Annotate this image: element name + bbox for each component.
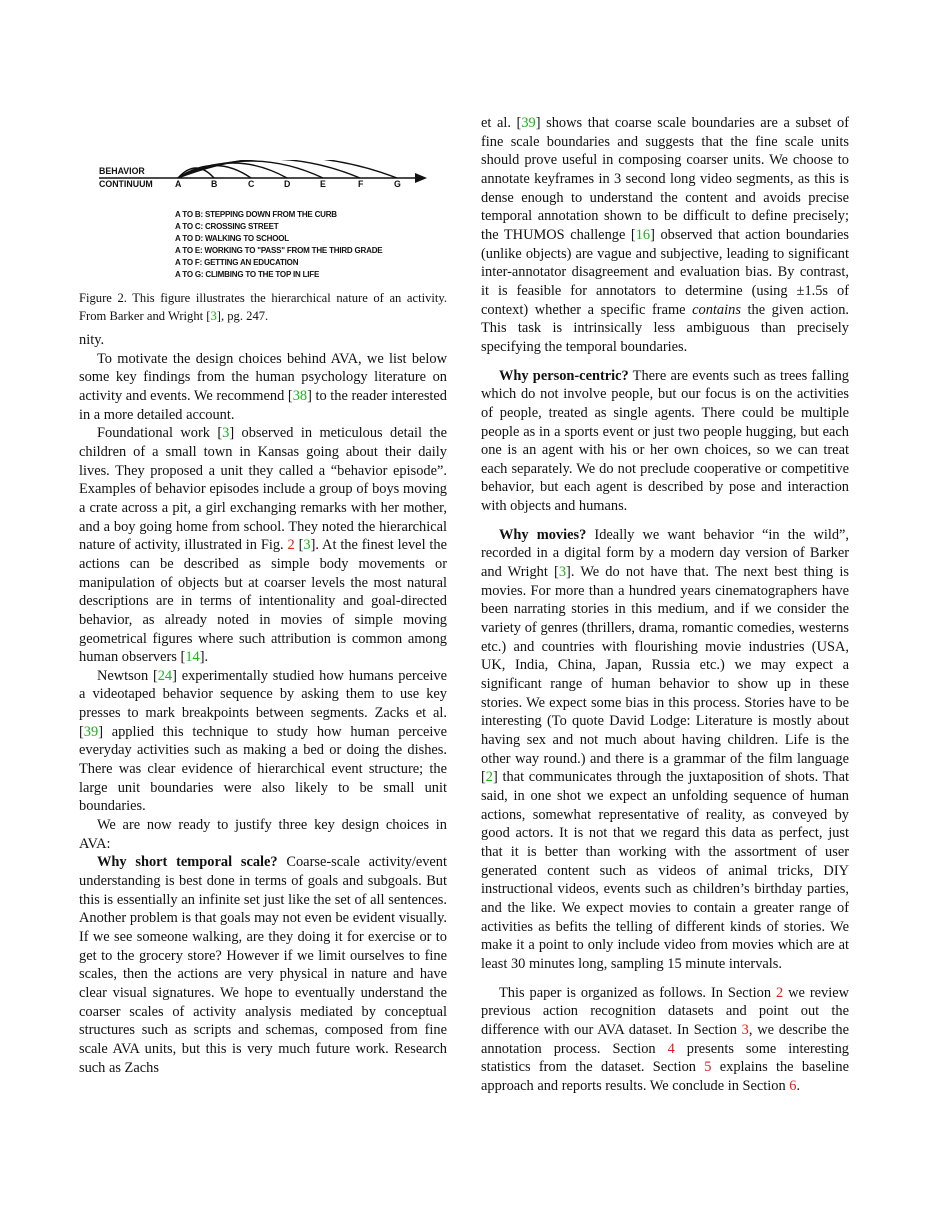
legend-item: A TO C: CROSSING STREET <box>175 222 279 231</box>
legend-item: A TO D: WALKING TO SCHOOL <box>175 234 289 243</box>
legend-item: A TO B: STEPPING DOWN FROM THE CURB <box>175 210 337 219</box>
axis-arrowhead <box>415 173 427 183</box>
paragraph: et al. [39] shows that coarse scale boundaries are a subset of fine scale boundaries and suggests that the fine scale units should prove useful in composing coarser units. We choose to annotate keyframes in 3 second long video segments, as this is dense enough to understand the content and avoids precise temporal annotation shown to be difficult to define precisely; the THUMOS challenge [16] observed that action boundaries (unlike objects) are vague and subjective, leading to significant inter-annotator disagreement and evaluation bias. By contrast, it is feasible for annotators to determine (using ±1.5s of context) whether a specific frame contains the given action. This task is intrinsically less ambiguous than precisely specifying the temporal boundaries. <box>481 115 850 355</box>
citation-link[interactable]: 3 <box>222 425 230 442</box>
paragraph: This paper is organized as follows. In Section 2 we review previous action recognition datasets and point out the difference with our AVA dataset. In Section 3, we describe the annotation process. Section 4 presents some interesting statistics from the dataset. Section 5 explains the baseline approach and reports results. We conclude in Section 6. <box>481 984 850 1094</box>
citation-link[interactable]: 3 <box>303 537 311 554</box>
point-label: F <box>358 179 364 189</box>
section-ref-link[interactable]: 5 <box>704 1059 712 1076</box>
figure-ref-link[interactable]: 2 <box>287 537 295 554</box>
legend-item: A TO E: WORKING TO "PASS" FROM THE THIRD GRADE <box>175 246 383 255</box>
section-ref-link[interactable]: 3 <box>741 1021 749 1038</box>
section-ref-link[interactable]: 2 <box>775 984 784 1001</box>
behavior-continuum-diagram <box>79 160 447 290</box>
paragraph: Why movies? Ideally we want behavior “in the wild”, recorded in a digital form by a modern day version of Barker and Wright [3]. We do not have that. The next best thing is movies. For more than a hundred years cinematographers have been narrating stories in this medium, and if we consider the variety of genres (thrillers, drama, romantic comedies, westerns etc.) and countries with flourishing movie industries (USA, UK, India, China, Japan, Russia etc.) we may expect a significant range of human behavior to show up in these stories. We expect some bias in this process. Stories have to be interesting (To quote David Lodge: Literature is mostly about having sex and not much about having children. Life is the other way round.) and there is a grammar of the film language [2] that communicates through the juxtaposition of shots. That said, in one shot we expect an unfolding sequence of human actions, somewhat representative of reality, as conveyed by good actors. It is not that we regard this data as perfect, just that it is better than working with the assortment of user generated content such as videos of animal tricks, DIY instructional videos, events such as children’s birthday parties, and the like. We expect movies to contain a greater range of activities as befits the telling of different kinds of stories. We make it a point to only include video from movies which are at least 30 minutes long, sampling 15 minute intervals. <box>481 526 850 972</box>
citation-link[interactable]: 3 <box>558 564 567 581</box>
right-column <box>481 114 849 1095</box>
point-label: E <box>320 179 326 189</box>
point-label: C <box>248 179 255 189</box>
point-label: B <box>211 179 218 189</box>
citation-link[interactable]: 39 <box>83 723 99 740</box>
axis-label-behavior: BEHAVIOR <box>99 166 145 176</box>
paragraph: Foundational work [3] observed in meticulous detail the children of a small town in Kansas going about their daily lives. They proposed a unit they called a “behavior episode”. Examples of behavior episodes include a group of boys moving a crate across a pit, a girl exchanging remarks with her mother, and a boy going home from school. They noted the hierarchical nature of activity, illustrated in Fig. 2 [3]. At the finest level the actions can be described as simple body movements or manipulation of objects but at coarser levels the most natural descriptions are in terms of intentionality and goal-directed behavior, as already noted in movies of simple moving geometrical figures where such attribution is common among human observers [14]. <box>79 425 448 666</box>
axis-label-continuum: CONTINUUM <box>99 179 153 189</box>
paragraph: Why short temporal scale? Coarse-scale activity/event understanding is best done in terms of goals and subgoals. But this is essentially an infinite set just like the set of all sentences. Another problem is that goals may not even be evident visually. If we see someone walking, are they doing it for exercise or to get to the grocery store? However if we limit ourselves to fine scales, then the actions are very physical in nature and have clear visual signatures. We hope to eventually understand the coarser scales of activity analysis mediated by conceptual structures such as scripts and schemas, composed from fine scale AVA units, but this is very much future work. Research such as Zachs <box>79 854 447 1076</box>
point-label: D <box>284 179 291 189</box>
figure-2 <box>79 160 447 290</box>
citation-link[interactable]: 14 <box>185 649 200 666</box>
paragraph-heading: Why person-centric? <box>499 367 629 384</box>
citation-link[interactable]: 2 <box>485 769 493 786</box>
citation-link[interactable]: 16 <box>635 226 651 243</box>
section-ref-link[interactable]: 4 <box>667 1040 675 1057</box>
legend-item: A TO G: CLIMBING TO THE TOP IN LIFE <box>175 270 320 279</box>
paragraph: Newtson [24] experimentally studied how humans perceive a videotaped behavior sequence by asking them to use key presses to mark breakpoints between segments. Zacks et al. [39] applied this technique to study how human perceive everyday activities such as making a bed or doing the dishes. There was clear evidence of hierarchical event structure; the large unit boundaries were also likely to be small unit boundaries. <box>79 667 447 815</box>
hierarchy-arcs <box>178 160 397 178</box>
section-ref-link[interactable]: 6 <box>789 1077 797 1094</box>
paragraph: We are now ready to justify three key design choices in AVA: <box>79 817 447 852</box>
citation-link[interactable]: 3 <box>210 308 217 323</box>
citation-link[interactable]: 24 <box>157 667 173 684</box>
paragraph: nity. <box>79 332 105 348</box>
paragraph-heading: Why short temporal scale? <box>97 854 278 871</box>
arc-a-to-c <box>178 166 251 179</box>
left-column <box>79 331 447 1077</box>
legend-item: A TO F: GETTING AN EDUCATION <box>175 258 299 267</box>
paragraph-heading: Why movies? <box>499 526 587 543</box>
figure-caption: Figure 2. This figure illustrates the hierarchical nature of an activity. From Barker and Wright [3], pg. 247. <box>79 291 447 323</box>
point-label: A <box>175 179 182 189</box>
paragraph: Why person-centric? There are events such as trees falling which do not involve people, but our focus is on the activities of people, treated as single agents. There could be multiple people as in a sports event or just two people hugging, but each one is an agent with his or her own choices, so we can treat each separately. We do not preclude cooperative or competitive behavior, but each agent is described by pose and interaction with objects and humans. <box>481 367 849 515</box>
point-label: G <box>394 179 401 189</box>
paragraph: To motivate the design choices behind AVA, we list below some key findings from the human psychology literature on activity and events. We recommend [38] to the reader interested in a more detailed account. <box>79 350 448 423</box>
citation-link[interactable]: 39 <box>521 115 536 131</box>
citation-link[interactable]: 38 <box>292 387 308 404</box>
